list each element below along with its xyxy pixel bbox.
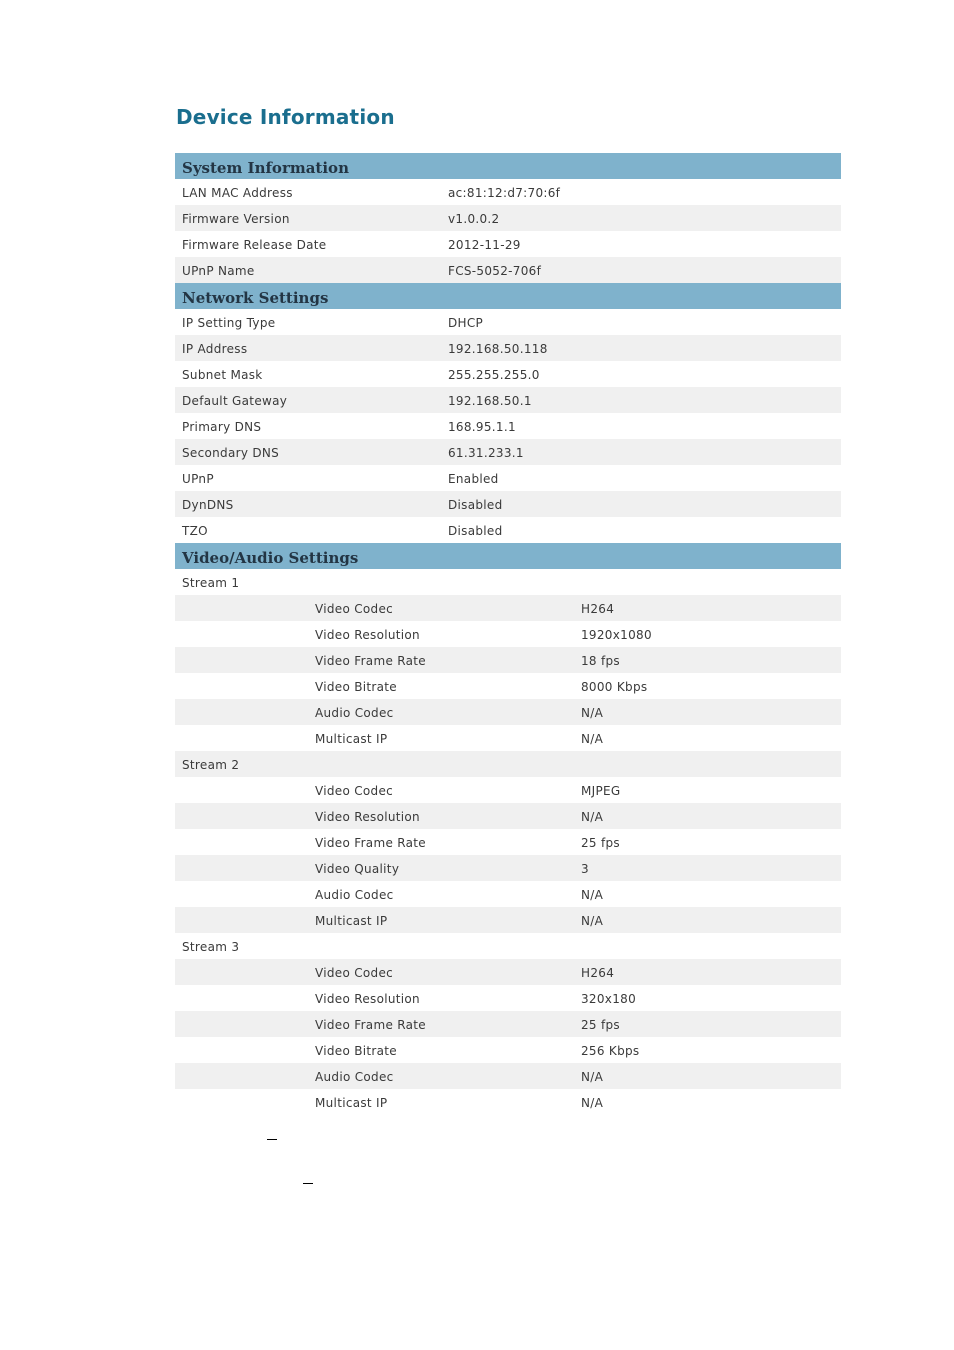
row-label: Audio Codec: [315, 706, 394, 720]
row-value: MJPEG: [581, 784, 621, 798]
row-value: H264: [581, 966, 615, 980]
row-value: N/A: [581, 888, 604, 902]
row-label: Video Bitrate: [315, 1044, 397, 1058]
table-row: [175, 1089, 841, 1115]
row-label: Multicast IP: [315, 1096, 388, 1110]
row-label: IP Setting Type: [182, 316, 276, 330]
row-label: Audio Codec: [315, 888, 394, 902]
row-value: 25 fps: [581, 836, 620, 850]
row-value: 61.31.233.1: [448, 446, 524, 460]
table-row: [175, 309, 841, 335]
row-value: N/A: [581, 914, 604, 928]
row-label: Multicast IP: [315, 732, 388, 746]
table-row: [175, 1011, 841, 1037]
table-row: [175, 699, 841, 725]
row-label: Video Bitrate: [315, 680, 397, 694]
row-value: 2012-11-29: [448, 238, 521, 252]
table-row: [175, 335, 841, 361]
table-row: [175, 517, 841, 543]
row-label: Video Frame Rate: [315, 1018, 426, 1032]
table-row: [175, 647, 841, 673]
row-label: Multicast IP: [315, 914, 388, 928]
row-label: Firmware Version: [182, 212, 290, 226]
row-label: Audio Codec: [315, 1070, 394, 1084]
table-row: [175, 231, 841, 257]
table-row: [175, 855, 841, 881]
row-label: Subnet Mask: [182, 368, 263, 382]
row-label: Video Resolution: [315, 992, 420, 1006]
row-value: 1920x1080: [581, 628, 652, 642]
row-label: Default Gateway: [182, 394, 288, 408]
table-row: [175, 621, 841, 647]
row-value: N/A: [581, 732, 604, 746]
row-value: 18 fps: [581, 654, 620, 668]
row-label: Video Frame Rate: [315, 836, 426, 850]
table-row: [175, 257, 841, 283]
row-label: Secondary DNS: [182, 446, 280, 460]
table-row: [175, 413, 841, 439]
table-row: [175, 881, 841, 907]
row-label: TZO: [182, 524, 208, 538]
row-label: UPnP: [182, 472, 214, 486]
stream-name: Stream 1: [182, 576, 240, 590]
stream-row: [175, 569, 841, 595]
row-value: N/A: [581, 706, 604, 720]
section-header-video-audio-settings: Video/Audio Settings: [175, 543, 841, 569]
table-row: [175, 595, 841, 621]
row-value: N/A: [581, 810, 604, 824]
row-value: H264: [581, 602, 615, 616]
row-label: UPnP Name: [182, 264, 255, 278]
table-row: [175, 205, 841, 231]
table-row: [175, 829, 841, 855]
row-value: Enabled: [448, 472, 499, 486]
row-value: 192.168.50.118: [448, 342, 548, 356]
row-value: 3: [581, 862, 589, 876]
decorative-dash: [267, 1139, 277, 1140]
row-label: Firmware Release Date: [182, 238, 327, 252]
table-row: [175, 1063, 841, 1089]
table-row: [175, 985, 841, 1011]
row-value: 192.168.50.1: [448, 394, 532, 408]
row-value: 168.95.1.1: [448, 420, 516, 434]
table-row: [175, 673, 841, 699]
row-value: Disabled: [448, 498, 503, 512]
row-value: FCS-5052-706f: [448, 264, 542, 278]
table-row: [175, 1037, 841, 1063]
stream-name: Stream 3: [182, 940, 240, 954]
section-header-system-information: System Information: [175, 153, 841, 179]
row-value: 256 Kbps: [581, 1044, 640, 1058]
row-label: Primary DNS: [182, 420, 262, 434]
row-value: ac:81:12:d7:70:6f: [448, 186, 561, 200]
table-row: [175, 465, 841, 491]
table-row: [175, 959, 841, 985]
row-value: N/A: [581, 1070, 604, 1084]
table-row: [175, 777, 841, 803]
row-value: N/A: [581, 1096, 604, 1110]
stream-name: Stream 2: [182, 758, 240, 772]
row-value: 25 fps: [581, 1018, 620, 1032]
section-header-network-settings: Network Settings: [175, 283, 841, 309]
row-value: Disabled: [448, 524, 503, 538]
table-row: [175, 803, 841, 829]
table-row: [175, 907, 841, 933]
row-label: Video Codec: [315, 602, 394, 616]
table-row: [175, 179, 841, 205]
row-label: Video Resolution: [315, 810, 420, 824]
table-row: [175, 439, 841, 465]
row-label: Video Quality: [315, 862, 400, 876]
table-row: [175, 491, 841, 517]
row-value: DHCP: [448, 316, 484, 330]
row-value: 8000 Kbps: [581, 680, 648, 694]
row-label: Video Codec: [315, 784, 394, 798]
stream-row: [175, 933, 841, 959]
row-value: v1.0.0.2: [448, 212, 500, 226]
row-label: LAN MAC Address: [182, 186, 293, 200]
table-row: [175, 725, 841, 751]
decorative-dash: [303, 1183, 313, 1184]
row-label: Video Resolution: [315, 628, 420, 642]
page-title: Device Information: [176, 105, 395, 129]
row-value: 320x180: [581, 992, 637, 1006]
row-label: DynDNS: [182, 498, 234, 512]
table-row: [175, 387, 841, 413]
row-label: Video Codec: [315, 966, 394, 980]
table-row: [175, 361, 841, 387]
row-label: Video Frame Rate: [315, 654, 426, 668]
stream-row: [175, 751, 841, 777]
row-value: 255.255.255.0: [448, 368, 540, 382]
row-label: IP Address: [182, 342, 248, 356]
device-info-table: [175, 153, 841, 1115]
